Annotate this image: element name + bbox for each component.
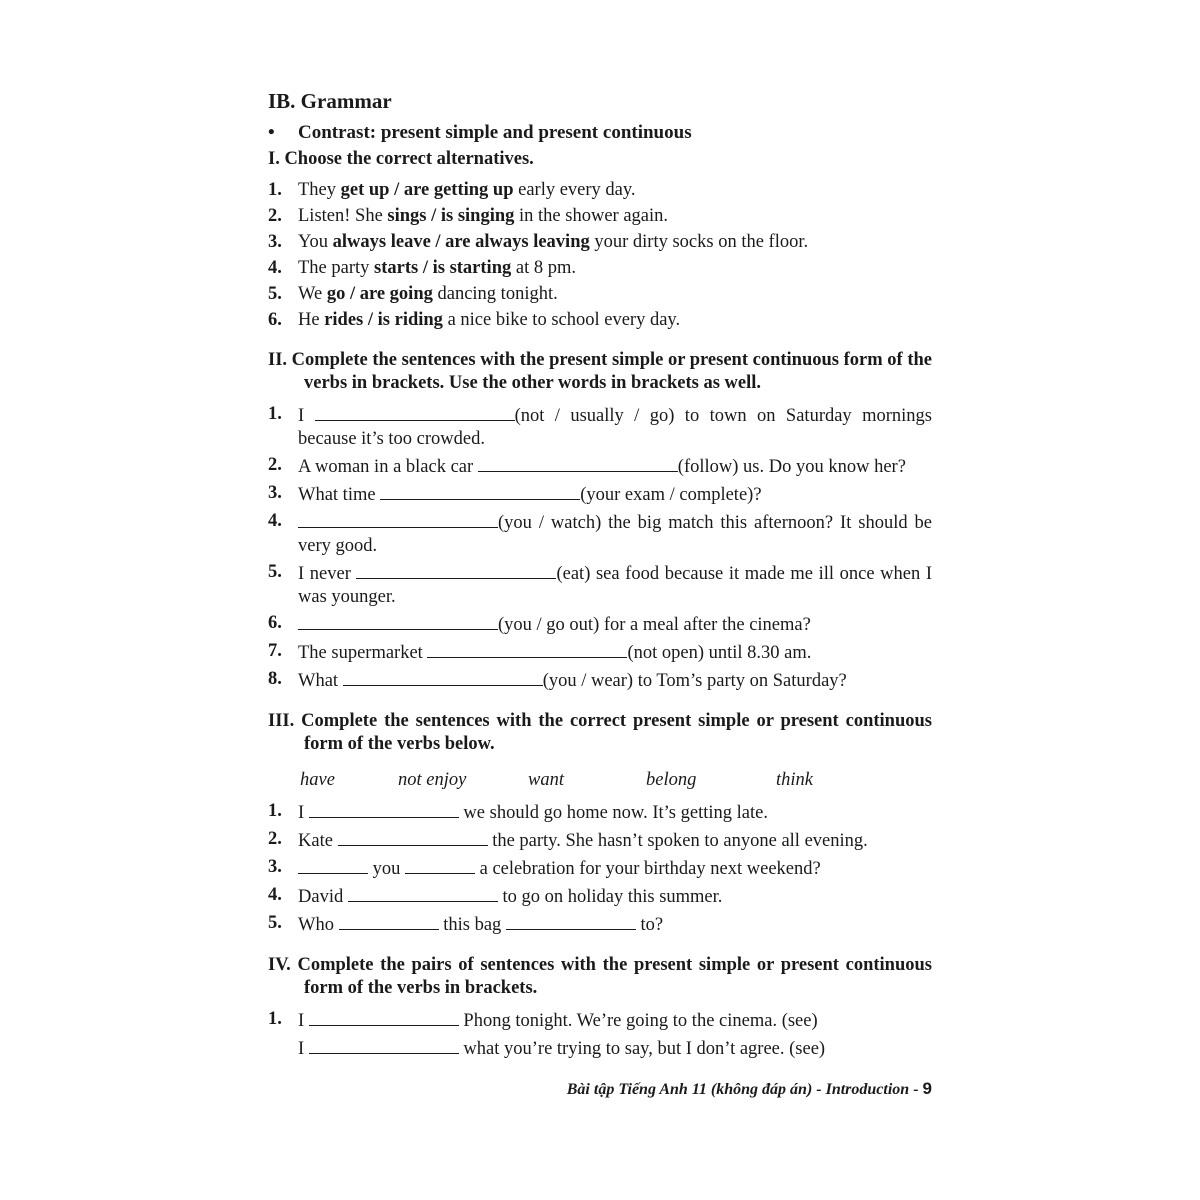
section4-list [268,1008,932,1061]
list-item: 3. What time (your exam / complete)? [268,483,762,505]
list-item: 1. I (not / usually / go) to town on Saturday mornings because it’s too crowded. [268,404,932,449]
section1-list [268,179,932,332]
word-bank-item: think [776,770,813,790]
worksheet-page [268,88,932,1064]
answer-blank[interactable] [478,454,678,472]
bullet-dot-icon: • [268,122,275,143]
word-bank [268,768,932,792]
list-item: 1. I Phong tonight. We’re going to the cinema. (see) [268,1009,818,1031]
section2-list [268,403,932,693]
answer-blank[interactable] [356,561,556,579]
answer-blank[interactable] [298,510,498,528]
answer-blank[interactable] [405,856,475,874]
list-item: 6. He rides / is riding a nice bike to school every day. [268,310,681,330]
answer-blank[interactable] [343,668,543,686]
list-item: 4. David to go on holiday this summer. [268,885,723,907]
word-bank-item: belong [646,770,697,790]
topic-bullet [268,120,932,146]
list-item: 7. The supermarket (not open) until 8.30 am. [268,641,812,663]
list-item: 1. They get up / are getting up early every day. [268,180,636,200]
list-item: 3. you a celebration for your birthday next weekend? [268,857,821,879]
page-heading: IB. Grammar [268,89,392,113]
page-footer [268,1078,932,1101]
section2-title: II. Complete the sentences with the present simple or present continuous form of the verbs in brackets. Use the other words in brackets as well. [268,350,932,393]
list-item: 8. What (you / wear) to Tom’s party on Saturday? [268,669,847,691]
answer-blank[interactable] [506,912,636,930]
list-item: 4. The party starts / is starting at 8 pm. [268,258,576,278]
answer-blank[interactable] [338,828,488,846]
answer-blank[interactable] [427,640,627,658]
word-bank-item: not enjoy [398,770,467,790]
list-item: 5. Who this bag to? [268,913,664,935]
answer-blank[interactable] [309,1036,459,1054]
list-item: 3. You always leave / are always leaving your dirty socks on the floor. [268,232,809,252]
list-item: 2. Kate the party. She hasn’t spoken to anyone all evening. [268,829,868,851]
list-item: 2. Listen! She sings / is singing in the shower again. [268,206,669,226]
topic-text: Contrast: present simple and present continuous [298,122,692,143]
answer-blank[interactable] [339,912,439,930]
list-item: 1. I we should go home now. It’s getting late. [268,801,768,823]
list-item: 4. (you / watch) the big match this afternoon? It should be very good. [268,511,932,556]
section3-list [268,800,932,937]
word-bank-item: have [300,770,335,790]
list-item: 2. A woman in a black car (follow) us. Do you know her? [268,455,906,477]
section4-title: IV. Complete the pairs of sentences with the present simple or present continuous form of the verbs in brackets. [268,955,932,998]
section3-title: III. Complete the sentences with the correct present simple or present continuous form of the verbs below. [268,711,932,754]
answer-blank[interactable] [348,884,498,902]
list-item: I what you’re trying to say, but I don’t agree. (see) [268,1036,932,1061]
list-item: 5. We go / are going dancing tonight. [268,284,558,304]
answer-blank[interactable] [309,1008,459,1026]
answer-blank[interactable] [298,856,368,874]
answer-blank[interactable] [315,403,515,421]
page-number: 9 [922,1079,932,1098]
section1-title: I. Choose the correct alternatives. [268,149,534,169]
answer-blank[interactable] [309,800,459,818]
list-item: 6. (you / go out) for a meal after the cinema? [268,613,811,635]
footer-title: Bài tập Tiếng Anh 11 (không đáp án) - Introduction - [566,1081,923,1098]
answer-blank[interactable] [298,612,498,630]
answer-blank[interactable] [380,482,580,500]
word-bank-item: want [528,770,564,790]
list-item: 5. I never (eat) sea food because it made me ill once when I was younger. [268,562,933,607]
